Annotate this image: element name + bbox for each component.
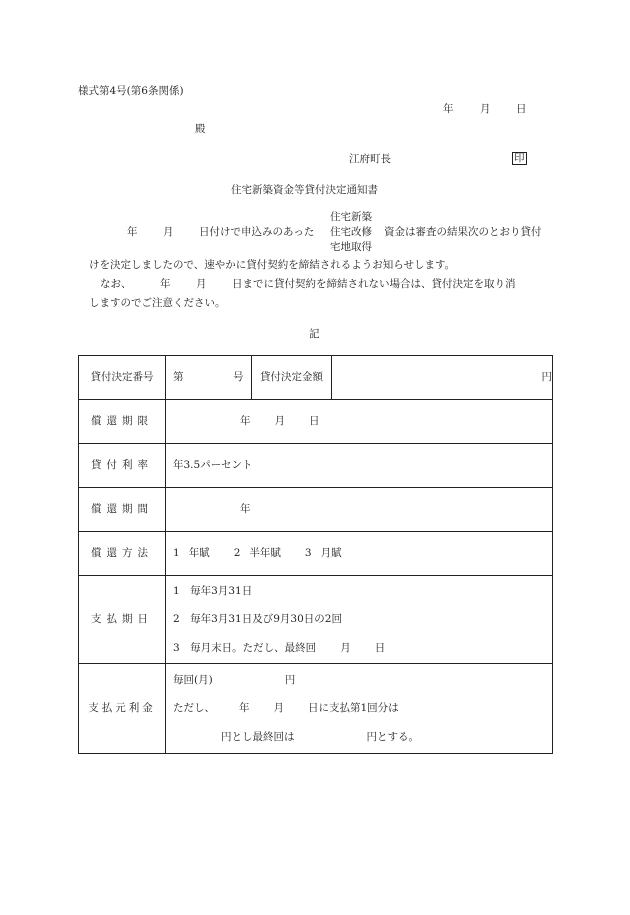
- date-month-label: 月: [480, 103, 491, 115]
- p1-date-text: 日付けで申込みのあった: [199, 226, 315, 238]
- repayment-period-label: 償還期間: [79, 488, 166, 532]
- document-title: 住宅新築資金等貸付決定通知書: [231, 184, 378, 196]
- number-suffix: 号: [233, 371, 244, 384]
- first-payment-year: 年: [239, 702, 250, 715]
- repayment-deadline-label: 償還期限: [79, 400, 166, 444]
- method-option-1-text: 年賦: [188, 547, 210, 560]
- loan-decision-amount-label: 貸付決定金額: [252, 356, 332, 400]
- loan-decision-amount-cell: [332, 356, 553, 400]
- period-year: 年: [240, 503, 251, 516]
- loan-decision-number-label: 貸付決定番号: [79, 356, 166, 400]
- table-row: [79, 488, 553, 532]
- method-option-2-num: 2: [233, 547, 241, 560]
- final-month: 月: [340, 641, 351, 654]
- p1-month-label: 月: [163, 226, 174, 238]
- principal-interest-line2: ただし、 年 月 日に支払第1回分は: [173, 702, 399, 715]
- table-row: [79, 576, 553, 664]
- note-mark: 記: [309, 328, 320, 340]
- method-option-2-text: 半年賦: [249, 547, 281, 560]
- p2-rest: 日までに貸付契約を締結されない場合は、貸付決定を取り消: [232, 278, 516, 290]
- repayment-deadline-cell: [166, 400, 553, 444]
- method-option-3-text: 月賦: [320, 547, 342, 560]
- number-prefix: 第: [173, 371, 184, 384]
- deadline-year: 年: [240, 415, 251, 428]
- date-year-label: 年: [443, 103, 454, 115]
- deadline-month: 月: [274, 415, 285, 428]
- principal-interest-line3: 円とし最終回は 円とする。: [221, 730, 419, 743]
- payment-date-line1: 1 毎年3月31日: [173, 584, 253, 597]
- table-row: [79, 444, 553, 488]
- interest-rate-cell: [166, 444, 553, 488]
- principal-interest-cell: [166, 664, 553, 754]
- p1-line2: けを決定しましたので、速やかに貸付契約を締結されるようお知らせします。: [89, 259, 456, 271]
- payment-date-label: 支払期日: [79, 576, 166, 664]
- p1-year-label: 年: [127, 226, 138, 238]
- p1-after-options: 資金は審査の結果次のとおり貸付: [384, 226, 542, 238]
- p2-line2: しますのでご注意ください。: [89, 297, 226, 309]
- p2-year-label: 年: [160, 278, 171, 290]
- repayment-period-cell: [166, 488, 553, 532]
- loan-details-table: [78, 355, 553, 754]
- method-option-3-num: 3: [304, 547, 312, 560]
- seal-text: 印: [514, 152, 525, 164]
- repayment-method-label: 償還方法: [79, 532, 166, 576]
- issuer-name: 江府町長: [349, 153, 391, 165]
- table-row: [79, 356, 553, 400]
- method-option-1-num: 1: [173, 547, 180, 560]
- payment-date-cell: [166, 576, 553, 664]
- p2-month-label: 月: [196, 278, 207, 290]
- principal-interest-label: 支払元利金: [79, 664, 166, 754]
- date-day-label: 日: [516, 103, 527, 115]
- purpose-option-land-acquisition: 宅地取得: [330, 241, 372, 253]
- purpose-option-renovation: 住宅改修: [330, 226, 372, 238]
- form-number: 様式第4号(第6条関係): [78, 85, 184, 97]
- table-row: [79, 664, 553, 754]
- interest-rate-label: 貸付利率: [79, 444, 166, 488]
- repayment-method-cell: [166, 532, 553, 576]
- payment-date-line2: 2 毎年3月31日及び9月30日の2回: [173, 613, 342, 626]
- p2-lead: なお、: [100, 278, 132, 290]
- first-payment-month: 月: [273, 702, 284, 715]
- amount-unit: 円: [541, 371, 552, 384]
- deadline-day: 日: [309, 415, 320, 428]
- principal-interest-line1: 毎回(月) 円: [173, 673, 296, 686]
- payment-date-line3: 3 毎月末日。ただし、最終回 月 日: [173, 641, 386, 654]
- table-row: [79, 400, 553, 444]
- addressee-suffix: 殿: [195, 123, 206, 135]
- table-row: [79, 532, 553, 576]
- seal-mark: [512, 152, 527, 165]
- per-payment-unit: 円: [284, 673, 296, 686]
- interest-rate-value: 年3.5パーセント: [173, 459, 253, 472]
- loan-decision-number-cell: [166, 356, 252, 400]
- final-day: 日: [374, 641, 386, 654]
- purpose-option-new-construction: 住宅新築: [330, 211, 372, 223]
